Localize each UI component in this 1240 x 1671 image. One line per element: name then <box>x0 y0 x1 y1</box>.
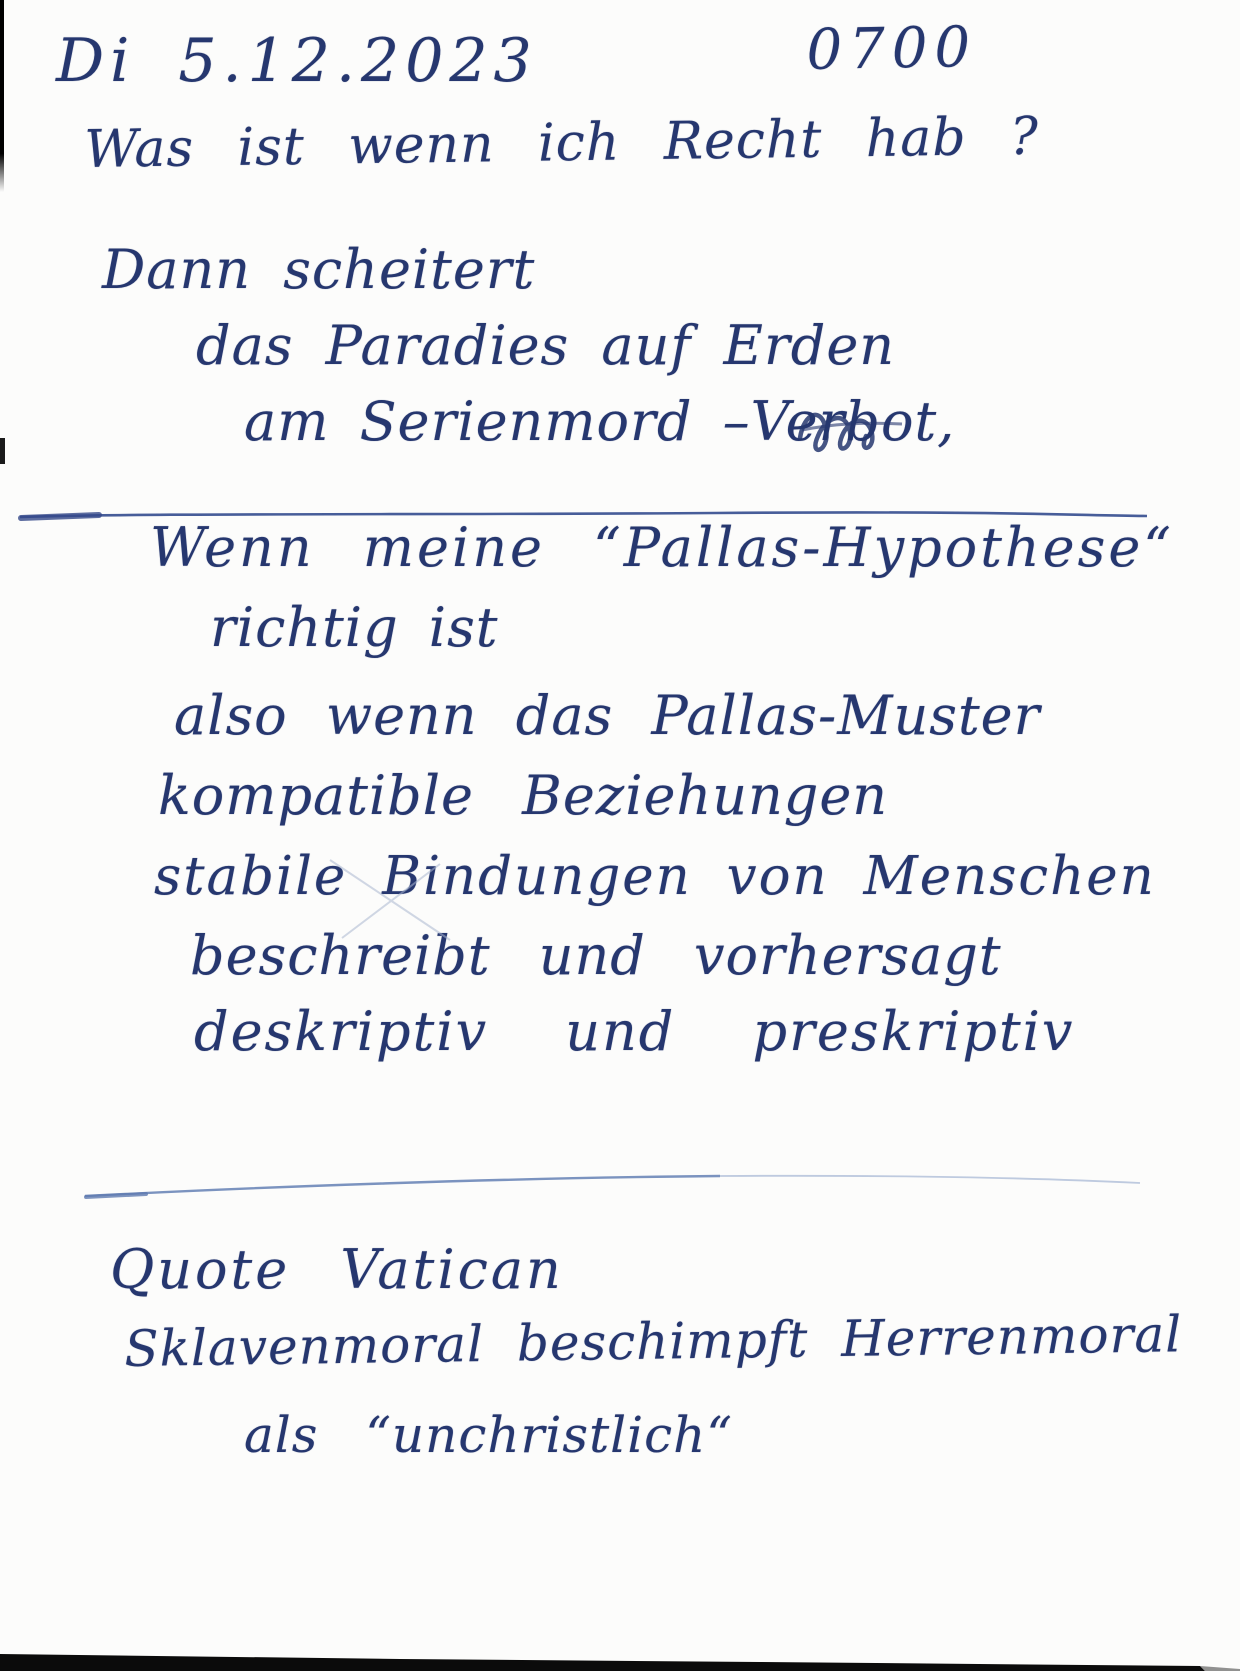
note-line-als-unchristlich: als “unchristlich“ <box>244 1406 733 1464</box>
note-line-date: Di 5.12.2023 <box>56 26 538 96</box>
note-line-also: also wenn das Pallas-Muster <box>174 684 1041 747</box>
note-line-stabile: stabile Bindungen von Menschen <box>154 846 1156 907</box>
divider-line-2 <box>80 1166 1175 1202</box>
scan-edge-artifact-left <box>0 0 4 192</box>
note-line-serienmord: am Serienmord –Verbot, <box>244 390 956 453</box>
note-line-quote-vatican: Quote Vatican <box>110 1238 564 1301</box>
note-line-time: 0700 <box>806 15 978 83</box>
scan-edge-artifact-bottom <box>0 1648 1240 1671</box>
note-line-paradies: das Paradies auf Erden <box>196 314 896 377</box>
note-line-beschreibt: beschreibt und vorhersagt <box>190 924 1002 987</box>
note-line-deskriptiv: deskriptiv und preskriptiv <box>194 1000 1075 1063</box>
note-line-sklavenmoral: Sklavenmoral beschimpft Herrenmoral <box>124 1305 1183 1378</box>
faint-cross-smudge <box>320 850 470 950</box>
scan-edge-artifact-left-small <box>0 438 5 464</box>
note-line-dann: Dann scheitert <box>102 238 536 301</box>
scribble-correction <box>792 396 922 456</box>
note-line-question: Was ist wenn ich Recht hab ? <box>84 106 1040 180</box>
note-line-wenn-meine: Wenn meine “Pallas-Hypothese“ <box>150 516 1174 579</box>
note-line-richtig: richtig ist <box>210 596 499 659</box>
note-line-kompatible: kompatible Beziehungen <box>158 764 889 827</box>
